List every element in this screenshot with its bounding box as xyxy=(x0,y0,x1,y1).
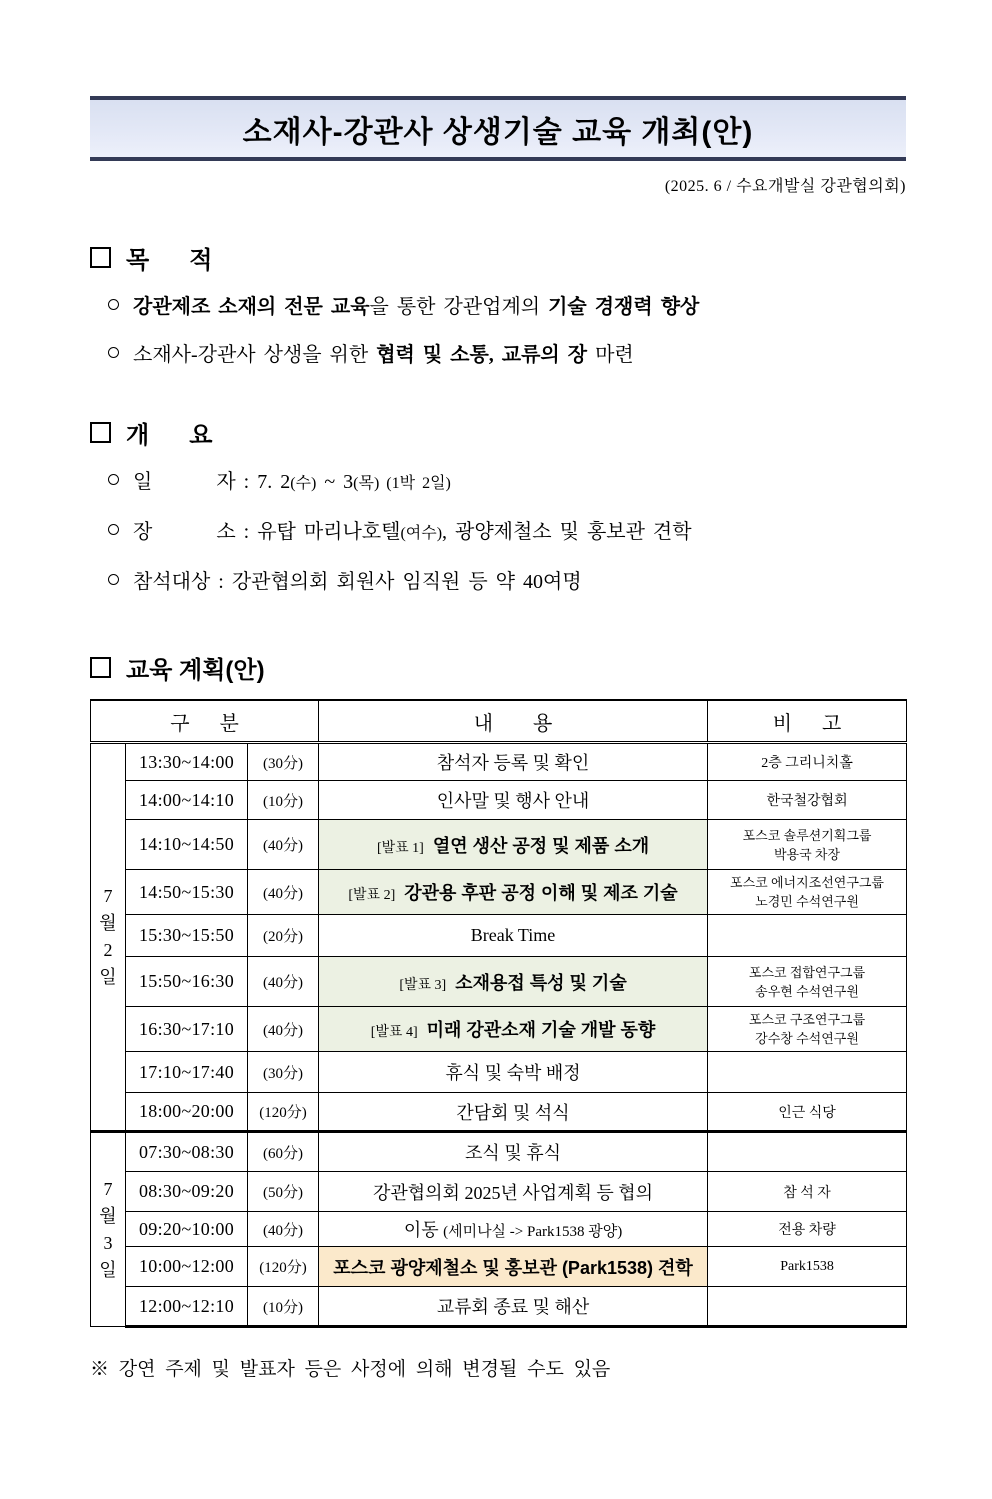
table-row xyxy=(91,870,907,915)
presentation-tag: [발표 4] xyxy=(370,1025,418,1040)
document-page xyxy=(90,96,906,1381)
remark-cell xyxy=(708,957,907,1007)
time-cell: 14:50~15:30 xyxy=(126,870,248,915)
document-meta: (2025. 6 / 수요개발실 강관협의회) xyxy=(664,178,906,195)
overview-date-line xyxy=(108,466,906,500)
time-cell: 17:10~17:40 xyxy=(126,1052,248,1093)
remark-cell xyxy=(708,820,907,870)
time-cell: 08:30~09:20 xyxy=(126,1172,248,1212)
purpose-bullet-2 xyxy=(108,339,906,371)
day-label-jul2 xyxy=(91,743,126,1132)
remark-cell xyxy=(708,1007,907,1052)
speaker-name: 송우현 수석연구원 xyxy=(755,983,859,999)
content-cell: 강관협의회 2025년 사업계획 등 협의 xyxy=(319,1172,708,1212)
presentation-title: 강관용 후판 공정 이해 및 제조 기술 xyxy=(404,883,678,903)
duration-cell: (40分) xyxy=(248,957,319,1007)
overview-date-label: 일 자 xyxy=(133,471,236,493)
content-cell-presentation-2 xyxy=(319,870,708,915)
time-cell: 09:20~10:00 xyxy=(126,1212,248,1247)
duration-cell: (10分) xyxy=(248,1287,319,1327)
table-row xyxy=(91,1172,907,1212)
move-route: (세미나실 -> Park1538 광양) xyxy=(443,1224,623,1240)
remark-cell: Park1538 xyxy=(708,1247,907,1287)
day-char: 7 xyxy=(103,1178,113,1199)
speaker-name: 박용국 차장 xyxy=(774,846,841,862)
remark-cell: 인근 식당 xyxy=(708,1093,907,1132)
section-purpose-header xyxy=(90,240,906,275)
place-city: (여수) xyxy=(400,525,443,542)
remark-cell xyxy=(708,1052,907,1093)
remark-cell: 한국철강협회 xyxy=(708,781,907,820)
speaker-name: 강수창 수석연구원 xyxy=(755,1031,859,1046)
duration-cell: (40分) xyxy=(248,870,319,915)
table-row xyxy=(91,743,907,781)
time-cell: 16:30~17:10 xyxy=(126,1007,248,1052)
speaker-group: 포스코 솔루션기획그룹 xyxy=(742,827,872,843)
purpose-normal-1: 을 통한 강관업계의 xyxy=(369,296,549,318)
purpose-bullet-1 xyxy=(108,291,906,323)
table-row xyxy=(91,1007,907,1052)
colon: : xyxy=(235,471,258,493)
section-purpose-title: 목 적 xyxy=(126,247,213,274)
footnote: ※ 강연 주제 및 발표자 등은 사정에 의해 변경될 수도 있음 xyxy=(90,1359,611,1380)
attendees-value: 강관협의회 회원사 임직원 등 약 40여명 xyxy=(231,571,582,593)
presentation-title: 소재용접 특성 및 기술 xyxy=(455,972,627,993)
overview-attendees-line xyxy=(108,566,906,598)
speaker-name: 노경민 수석연구원 xyxy=(755,894,859,909)
square-bullet-icon xyxy=(90,247,111,268)
purpose-normal-2: 소재사-강관사 상생을 위한 xyxy=(133,344,377,366)
circle-bullet-icon xyxy=(108,474,119,485)
purpose-bullet-1-text xyxy=(133,291,699,323)
table-row xyxy=(91,1287,907,1327)
presentation-title: 미래 강관소재 기술 개발 동향 xyxy=(426,1020,656,1040)
day-char: 일 xyxy=(99,1259,117,1280)
remark-cell xyxy=(708,915,907,957)
date-weekday-1: (수) xyxy=(290,475,317,492)
colon: : xyxy=(235,521,258,543)
time-cell: 14:00~14:10 xyxy=(126,781,248,820)
duration-cell: (40分) xyxy=(248,820,319,870)
table-header-row xyxy=(91,700,907,743)
date-weekday-2: (목) xyxy=(353,475,380,492)
move-label: 이동 xyxy=(403,1220,444,1240)
overview-place-label: 장 소 xyxy=(133,521,236,543)
document-title: 소재사-강관사 상생기술 교육 개최(안) xyxy=(242,115,754,149)
circle-bullet-icon xyxy=(108,299,119,310)
content-cell: 조식 및 휴식 xyxy=(319,1132,708,1172)
speaker-group: 포스코 구조연구그룹 xyxy=(748,1012,866,1027)
date-value: 7. 2 xyxy=(257,471,291,493)
time-cell: 18:00~20:00 xyxy=(126,1093,248,1132)
tour-title: 포스코 광양제철소 및 홍보관 (Park1538) 견학 xyxy=(333,1257,693,1278)
purpose-bullet-2-text xyxy=(133,339,634,371)
speaker-group: 포스코 에너지조선연구그룹 xyxy=(730,875,884,890)
content-cell-presentation-1 xyxy=(319,820,708,870)
presentation-tag: [발표 3] xyxy=(399,977,447,993)
circle-bullet-icon xyxy=(108,574,119,585)
table-row xyxy=(91,915,907,957)
time-cell: 07:30~08:30 xyxy=(126,1132,248,1172)
table-row xyxy=(91,781,907,820)
time-cell: 15:50~16:30 xyxy=(126,957,248,1007)
table-row xyxy=(91,957,907,1007)
presentation-tag: [발표 1] xyxy=(376,840,424,856)
table-row xyxy=(91,820,907,870)
duration-cell: (10分) xyxy=(248,781,319,820)
schedule-table xyxy=(90,699,907,1328)
table-row xyxy=(91,1132,907,1172)
speaker-group: 포스코 접합연구그룹 xyxy=(748,964,866,980)
duration-cell: (60分) xyxy=(248,1132,319,1172)
content-cell xyxy=(319,1212,708,1247)
circle-bullet-icon xyxy=(108,347,119,358)
day-char: 월 xyxy=(99,913,117,933)
remark-cell: 2층 그리니치홀 xyxy=(708,743,907,781)
presentation-title: 열연 생산 공정 및 제품 소개 xyxy=(432,835,650,856)
content-cell: 교류회 종료 및 해산 xyxy=(319,1287,708,1327)
place-value: 유탑 마리나호텔 xyxy=(257,521,401,543)
square-bullet-icon xyxy=(90,657,111,678)
date-duration: (1박 2일) xyxy=(379,475,451,492)
content-cell: Break Time xyxy=(319,915,708,957)
section-overview-header xyxy=(90,415,906,450)
duration-cell: (40分) xyxy=(248,1212,319,1247)
time-cell: 15:30~15:50 xyxy=(126,915,248,957)
section-overview-title: 개 요 xyxy=(126,422,213,449)
colon: : xyxy=(210,571,232,593)
day-label-jul3 xyxy=(91,1132,126,1327)
overview-attendees-text xyxy=(133,566,582,598)
time-cell: 12:00~12:10 xyxy=(126,1287,248,1327)
remark-cell xyxy=(708,870,907,915)
content-cell-presentation-3 xyxy=(319,957,708,1007)
content-cell: 휴식 및 숙박 배정 xyxy=(319,1052,708,1093)
time-cell: 10:00~12:00 xyxy=(126,1247,248,1287)
table-row xyxy=(91,1052,907,1093)
content-cell-tour xyxy=(319,1247,708,1287)
date-value-2: ~ 3 xyxy=(316,471,354,493)
table-row xyxy=(91,1247,907,1287)
title-banner xyxy=(90,96,906,161)
day-char: 2 xyxy=(103,940,113,960)
table-row xyxy=(91,1093,907,1132)
duration-cell: (50分) xyxy=(248,1172,319,1212)
day-char: 7 xyxy=(103,886,113,906)
remark-cell xyxy=(708,1132,907,1172)
header-bigo: 비 고 xyxy=(708,700,907,743)
square-bullet-icon xyxy=(90,422,111,443)
remark-cell xyxy=(708,1287,907,1327)
overview-place-line xyxy=(108,516,906,550)
remark-cell: 전용 차량 xyxy=(708,1212,907,1247)
purpose-bold-2: 기술 경쟁력 향상 xyxy=(548,296,700,318)
content-cell-presentation-4 xyxy=(319,1007,708,1052)
header-gubun: 구 분 xyxy=(91,700,319,743)
duration-cell: (40分) xyxy=(248,1007,319,1052)
duration-cell: (120分) xyxy=(248,1093,319,1132)
presentation-tag: [발표 2] xyxy=(348,888,396,903)
section-plan-header xyxy=(90,650,906,685)
circle-bullet-icon xyxy=(108,524,119,535)
content-cell: 간담회 및 석식 xyxy=(319,1093,708,1132)
day-char: 3 xyxy=(103,1232,113,1253)
duration-cell: (120分) xyxy=(248,1247,319,1287)
time-cell: 14:10~14:50 xyxy=(126,820,248,870)
purpose-bold-1: 강관제조 소재의 전문 교육 xyxy=(133,296,370,318)
day-char: 월 xyxy=(99,1205,117,1226)
purpose-bold-3: 협력 및 소통, 교류의 장 xyxy=(376,344,588,366)
place-value-2: , 광양제철소 및 홍보관 견학 xyxy=(442,521,692,543)
remark-cell: 참 석 자 xyxy=(708,1172,907,1212)
overview-place-text xyxy=(133,516,692,550)
overview-attendees-label: 참석대상 xyxy=(133,571,211,593)
header-naeyong: 내 용 xyxy=(319,700,708,743)
content-cell: 인사말 및 행사 안내 xyxy=(319,781,708,820)
section-plan-title: 교육 계획(안) xyxy=(126,657,265,684)
duration-cell: (30分) xyxy=(248,743,319,781)
purpose-normal-3: 마련 xyxy=(587,344,634,366)
duration-cell: (30分) xyxy=(248,1052,319,1093)
time-cell: 13:30~14:00 xyxy=(126,743,248,781)
day-char: 일 xyxy=(99,967,117,987)
table-row xyxy=(91,1212,907,1247)
duration-cell: (20分) xyxy=(248,915,319,957)
overview-date-text xyxy=(133,466,451,500)
content-cell: 참석자 등록 및 확인 xyxy=(319,743,708,781)
